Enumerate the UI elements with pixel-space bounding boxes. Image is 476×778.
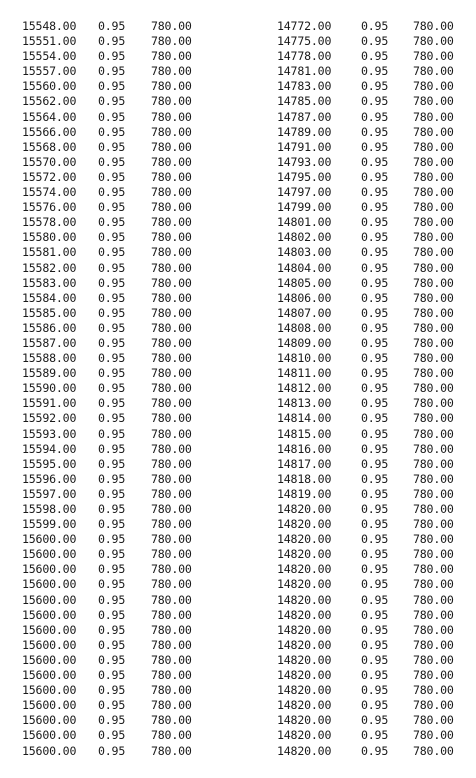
table-cell: 780.00 [413,486,454,501]
table-cell: 780.00 [151,668,192,683]
table-cell: 15600.00 [22,607,77,622]
table-cell: 780.00 [151,230,192,245]
table-cell: 780.00 [413,637,454,652]
table-cell: 780.00 [413,230,454,245]
table-cell: 14783.00 [277,79,332,94]
table-cell: 15554.00 [22,49,77,64]
table-cell: 14820.00 [277,502,332,516]
table-cell: 14820.00 [277,577,332,592]
table-cell: 15566.00 [22,124,77,139]
table-cell: 780.00 [151,290,192,305]
table-cell: 0.95 [98,245,126,260]
table-cell: 15600.00 [22,713,77,728]
table-cell: 0.95 [361,245,389,260]
table-cell: 780.00 [413,698,454,713]
table-cell: 780.00 [151,517,192,532]
table-cell: 0.95 [361,637,389,652]
table-cell: 780.00 [413,728,454,743]
table-cell: 780.00 [413,532,454,547]
table-cell: 14772.00 [277,19,332,33]
table-cell: 780.00 [413,79,454,94]
table-cell: 780.00 [151,49,192,64]
table-cell: 15551.00 [22,34,77,49]
table-cell: 0.95 [98,215,126,230]
table-cell: 0.95 [361,517,389,532]
table-cell: 0.95 [361,547,389,562]
table-cell: 14820.00 [277,728,332,743]
table-cell: 780.00 [413,411,454,426]
table-cell: 14820.00 [277,637,332,652]
table-cell: 780.00 [413,94,454,109]
table-cell: 0.95 [361,743,389,758]
table-cell: 780.00 [151,426,192,441]
table-cell: 0.95 [361,260,389,275]
table-cell: 780.00 [151,79,192,94]
table-cell: 780.00 [413,547,454,562]
table-cell: 780.00 [151,562,192,577]
table-cell: 0.95 [361,290,389,305]
table-cell: 0.95 [361,305,389,320]
table-cell: 780.00 [413,335,454,350]
table-cell: 780.00 [151,94,192,109]
table-cell: 780.00 [151,698,192,713]
table-cell: 780.00 [151,245,192,260]
table-cell: 14810.00 [277,351,332,366]
table-cell: 14814.00 [277,411,332,426]
table-cell: 15582.00 [22,260,77,275]
table-cell: 780.00 [413,683,454,698]
table-cell: 780.00 [151,743,192,758]
table-cell: 14787.00 [277,109,332,124]
table-cell: 0.95 [361,169,389,184]
table-cell: 780.00 [413,456,454,471]
table-cell: 0.95 [98,34,126,49]
table-cell: 0.95 [98,486,126,501]
table-cell: 0.95 [98,728,126,743]
table-cell: 15600.00 [22,592,77,607]
table-cell: 14801.00 [277,215,332,230]
table-cell: 780.00 [151,34,192,49]
table-cell: 0.95 [98,64,126,79]
table-cell: 0.95 [98,290,126,305]
table-cell: 780.00 [413,577,454,592]
table-cell: 780.00 [413,245,454,260]
table-cell: 780.00 [151,683,192,698]
table-cell: 780.00 [151,215,192,230]
table-cell: 15600.00 [22,743,77,758]
table-cell: 0.95 [361,441,389,456]
table-cell: 780.00 [413,64,454,79]
table-cell: 780.00 [413,366,454,381]
table-cell: 780.00 [151,169,192,184]
table-cell: 14775.00 [277,34,332,49]
table-cell: 0.95 [361,607,389,622]
table-cell: 780.00 [151,411,192,426]
table-cell: 0.95 [361,94,389,109]
table-cell: 0.95 [361,124,389,139]
table-cell: 0.95 [98,562,126,577]
table-cell: 0.95 [361,396,389,411]
table-cell: 780.00 [413,592,454,607]
table-cell: 0.95 [98,743,126,758]
table-cell: 14804.00 [277,260,332,275]
table-cell: 780.00 [151,592,192,607]
table-cell: 15574.00 [22,185,77,200]
table-cell: 0.95 [361,275,389,290]
table-cell: 0.95 [98,411,126,426]
table-cell: 0.95 [98,230,126,245]
table-cell: 0.95 [98,351,126,366]
table-cell: 780.00 [413,215,454,230]
table-cell: 15600.00 [22,532,77,547]
table-cell: 15591.00 [22,396,77,411]
table-cell: 780.00 [413,200,454,215]
table-cell: 0.95 [98,19,126,33]
table-cell: 0.95 [361,19,389,33]
table-cell: 15589.00 [22,366,77,381]
table-cell: 15578.00 [22,215,77,230]
table-cell: 0.95 [98,622,126,637]
table-cell: 780.00 [151,124,192,139]
table-cell: 14812.00 [277,381,332,396]
table-cell: 0.95 [361,577,389,592]
table-cell: 780.00 [151,456,192,471]
table-cell: 780.00 [151,441,192,456]
table-cell: 0.95 [361,471,389,486]
table-cell: 0.95 [98,260,126,275]
table-cell: 780.00 [413,396,454,411]
table-cell: 780.00 [151,335,192,350]
table-cell: 780.00 [413,109,454,124]
table-cell: 14806.00 [277,290,332,305]
table-cell: 0.95 [361,532,389,547]
table-cell: 780.00 [151,502,192,516]
table-cell: 0.95 [361,411,389,426]
table-cell: 15594.00 [22,441,77,456]
table-cell: 780.00 [151,381,192,396]
table-cell: 0.95 [98,607,126,622]
table-cell: 15564.00 [22,109,77,124]
table-cell: 780.00 [413,381,454,396]
table-cell: 14820.00 [277,652,332,667]
table-cell: 0.95 [98,124,126,139]
table-cell: 15600.00 [22,577,77,592]
table-cell: 14820.00 [277,607,332,622]
table-cell: 0.95 [361,366,389,381]
table-cell: 780.00 [151,185,192,200]
table-cell: 0.95 [98,320,126,335]
table-cell: 15600.00 [22,728,77,743]
table-cell: 0.95 [98,668,126,683]
table-cell: 780.00 [413,275,454,290]
table-cell: 780.00 [151,637,192,652]
table-cell: 14811.00 [277,366,332,381]
table-cell: 0.95 [361,351,389,366]
table-cell: 0.95 [98,426,126,441]
table-cell: 780.00 [413,668,454,683]
table-cell: 0.95 [361,486,389,501]
table-cell: 14808.00 [277,320,332,335]
table-cell: 0.95 [98,49,126,64]
table-cell: 0.95 [98,305,126,320]
table-cell: 15593.00 [22,426,77,441]
table-cell: 14820.00 [277,547,332,562]
table-cell: 0.95 [98,713,126,728]
table-cell: 780.00 [151,200,192,215]
table-cell: 15600.00 [22,668,77,683]
table-cell: 780.00 [151,64,192,79]
table-cell: 0.95 [361,652,389,667]
table-cell: 15597.00 [22,486,77,501]
table-cell: 15562.00 [22,94,77,109]
table-cell: 15586.00 [22,320,77,335]
table-cell: 14793.00 [277,154,332,169]
table-cell: 780.00 [151,275,192,290]
table-cell: 15590.00 [22,381,77,396]
table-cell: 0.95 [98,637,126,652]
table-cell: 14819.00 [277,486,332,501]
table-cell: 780.00 [151,366,192,381]
table-cell: 15600.00 [22,547,77,562]
table-cell: 0.95 [98,366,126,381]
table-cell: 14809.00 [277,335,332,350]
table-cell: 15600.00 [22,683,77,698]
table-cell: 780.00 [413,471,454,486]
table-cell: 0.95 [361,154,389,169]
table-cell: 0.95 [98,577,126,592]
table-cell: 780.00 [151,154,192,169]
table-cell: 780.00 [151,652,192,667]
table-cell: 14778.00 [277,49,332,64]
table-cell: 0.95 [361,34,389,49]
table-cell: 14803.00 [277,245,332,260]
table-cell: 0.95 [98,698,126,713]
table-cell: 15600.00 [22,637,77,652]
table-cell: 780.00 [151,109,192,124]
table-cell: 15580.00 [22,230,77,245]
table-cell: 0.95 [98,396,126,411]
table-cell: 0.95 [361,230,389,245]
table-cell: 0.95 [361,320,389,335]
table-cell: 0.95 [361,200,389,215]
table-cell: 14820.00 [277,713,332,728]
table-cell: 15600.00 [22,652,77,667]
table-cell: 14815.00 [277,426,332,441]
table-cell: 780.00 [151,320,192,335]
table-cell: 15588.00 [22,351,77,366]
table-cell: 780.00 [413,169,454,184]
table-cell: 15585.00 [22,305,77,320]
table-cell: 780.00 [413,441,454,456]
table-cell: 14791.00 [277,139,332,154]
table-cell: 14802.00 [277,230,332,245]
table-cell: 0.95 [361,185,389,200]
table-cell: 15592.00 [22,411,77,426]
table-cell: 0.95 [361,335,389,350]
table-cell: 15598.00 [22,502,77,516]
table-cell: 15600.00 [22,562,77,577]
table-cell: 780.00 [413,154,454,169]
table-cell: 780.00 [151,713,192,728]
table-cell: 14820.00 [277,698,332,713]
table-cell: 15568.00 [22,139,77,154]
table-cell: 780.00 [151,622,192,637]
table-cell: 780.00 [413,34,454,49]
table-cell: 14820.00 [277,517,332,532]
table-cell: 780.00 [151,19,192,33]
table-cell: 14789.00 [277,124,332,139]
table-cell: 0.95 [361,728,389,743]
table-cell: 0.95 [98,109,126,124]
table-cell: 14797.00 [277,185,332,200]
table-cell: 780.00 [151,607,192,622]
table-cell: 0.95 [361,139,389,154]
table-cell: 15557.00 [22,64,77,79]
table-cell: 15600.00 [22,622,77,637]
table-cell: 780.00 [151,532,192,547]
table-cell: 14795.00 [277,169,332,184]
table-cell: 0.95 [98,592,126,607]
table-cell: 780.00 [413,713,454,728]
table-cell: 0.95 [98,517,126,532]
table-cell: 780.00 [413,562,454,577]
table-cell: 0.95 [98,200,126,215]
table-cell: 14817.00 [277,456,332,471]
table-cell: 14818.00 [277,471,332,486]
table-cell: 15584.00 [22,290,77,305]
table-cell: 780.00 [413,652,454,667]
table-cell: 0.95 [98,683,126,698]
table-cell: 780.00 [413,19,454,33]
table-cell: 14799.00 [277,200,332,215]
table-cell: 14820.00 [277,592,332,607]
table-cell: 15572.00 [22,169,77,184]
table-cell: 0.95 [98,169,126,184]
table-cell: 15570.00 [22,154,77,169]
table-cell: 0.95 [361,215,389,230]
table-cell: 780.00 [151,351,192,366]
table-cell: 780.00 [151,728,192,743]
table-cell: 14785.00 [277,94,332,109]
table-cell: 0.95 [98,154,126,169]
table-cell: 0.95 [98,456,126,471]
table-cell: 0.95 [361,426,389,441]
table-cell: 0.95 [361,698,389,713]
table-cell: 780.00 [151,396,192,411]
table-cell: 0.95 [361,562,389,577]
table-cell: 780.00 [413,49,454,64]
table-cell: 0.95 [98,652,126,667]
table-cell: 780.00 [151,260,192,275]
table-cell: 780.00 [151,577,192,592]
table-cell: 780.00 [413,124,454,139]
table-cell: 0.95 [98,94,126,109]
table-cell: 0.95 [361,683,389,698]
table-cell: 15595.00 [22,456,77,471]
table-cell: 0.95 [98,335,126,350]
table-cell: 15576.00 [22,200,77,215]
table-cell: 0.95 [98,532,126,547]
table-cell: 780.00 [413,607,454,622]
table-cell: 15587.00 [22,335,77,350]
table-cell: 780.00 [151,547,192,562]
table-cell: 14820.00 [277,622,332,637]
table-cell: 14807.00 [277,305,332,320]
table-cell: 14820.00 [277,532,332,547]
table-cell: 0.95 [98,441,126,456]
table-cell: 14816.00 [277,441,332,456]
table-cell: 780.00 [151,471,192,486]
table-cell: 0.95 [98,79,126,94]
table-cell: 15599.00 [22,517,77,532]
table-cell: 0.95 [98,547,126,562]
table-cell: 14820.00 [277,743,332,758]
table-cell: 15560.00 [22,79,77,94]
table-cell: 14781.00 [277,64,332,79]
table-cell: 14820.00 [277,683,332,698]
table-cell: 0.95 [361,456,389,471]
table-cell: 0.95 [98,139,126,154]
table-cell: 780.00 [413,426,454,441]
table-cell: 14805.00 [277,275,332,290]
table-cell: 780.00 [413,185,454,200]
table-cell: 0.95 [361,668,389,683]
table-cell: 15596.00 [22,471,77,486]
table-cell: 780.00 [413,351,454,366]
table-cell: 780.00 [413,260,454,275]
table-cell: 780.00 [151,139,192,154]
table-cell: 0.95 [98,185,126,200]
table-cell: 0.95 [361,502,389,516]
table-cell: 780.00 [413,502,454,516]
table-cell: 15600.00 [22,698,77,713]
table-cell: 14820.00 [277,668,332,683]
table-cell: 0.95 [361,592,389,607]
table-cell: 0.95 [361,381,389,396]
table-cell: 14813.00 [277,396,332,411]
table-cell: 780.00 [413,320,454,335]
table-cell: 780.00 [413,743,454,758]
table-cell: 780.00 [413,139,454,154]
table-cell: 0.95 [361,79,389,94]
table-cell: 15548.00 [22,19,77,33]
table-cell: 0.95 [98,381,126,396]
table-cell: 780.00 [413,622,454,637]
table-cell: 780.00 [413,305,454,320]
table-cell: 0.95 [361,49,389,64]
table-cell: 14820.00 [277,562,332,577]
table-cell: 0.95 [361,109,389,124]
table-cell: 0.95 [98,471,126,486]
table-cell: 0.95 [361,622,389,637]
table-cell: 0.95 [98,502,126,516]
table-cell: 15581.00 [22,245,77,260]
table-cell: 780.00 [151,486,192,501]
table-cell: 0.95 [98,275,126,290]
table-cell: 0.95 [361,64,389,79]
table-cell: 0.95 [361,713,389,728]
table-cell: 15583.00 [22,275,77,290]
table-cell: 780.00 [413,290,454,305]
table-cell: 780.00 [413,517,454,532]
table-cell: 780.00 [151,305,192,320]
